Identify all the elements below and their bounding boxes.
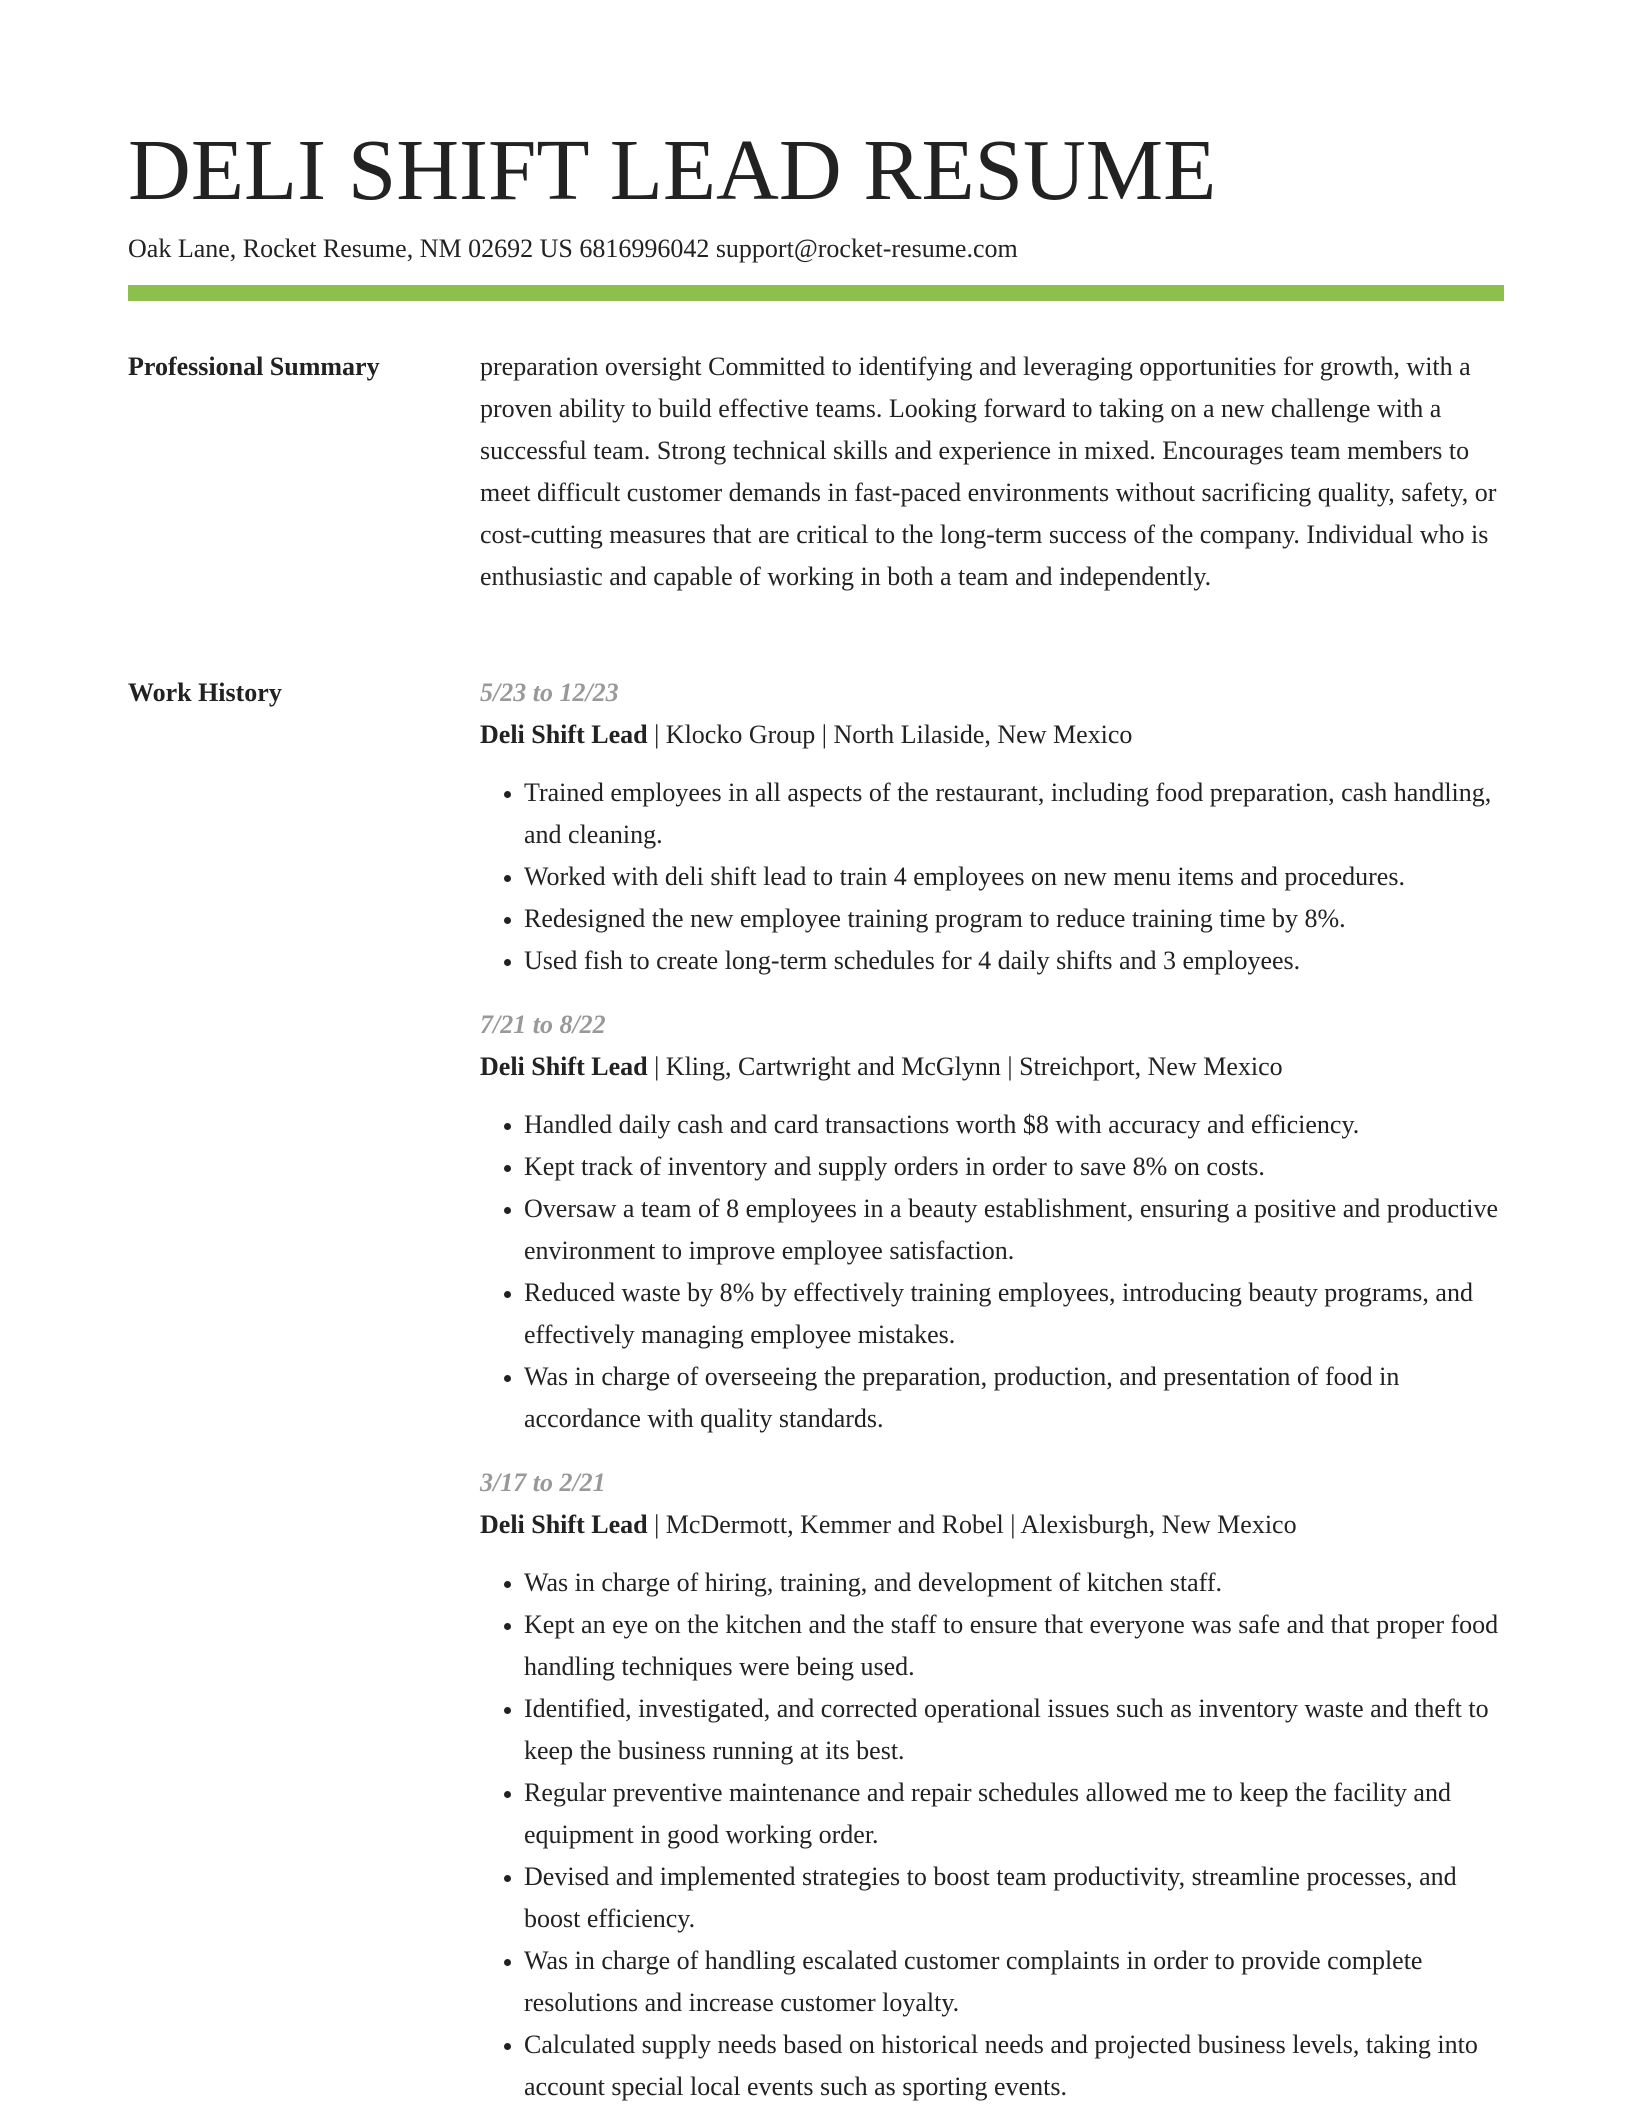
job-bullet-list [480,1104,1504,1440]
job-heading [480,714,1504,756]
job-heading [480,1504,1504,1546]
job-separator: | [1000,1052,1020,1081]
job-bullet: • Handled daily cash and card transactions worth $8 with accuracy and efficiency. [524,1104,1504,1146]
job-location: North Lilaside, New Mexico [833,720,1133,749]
job-entry [480,1462,1504,2108]
job-title: Deli Shift Lead [480,720,648,749]
job-bullet: • Was in charge of handling escalated customer complaints in order to provide complete resolutions and increase customer loyalty. [524,1940,1504,2024]
job-bullet: • Calculated supply needs based on historical needs and projected business levels, taking into account special local events such as sporting events. [524,2024,1504,2108]
job-company: Klocko Group [665,720,816,749]
job-bullet: • Reduced waste by 8% by effectively training employees, introducing beauty programs, and effectively managing employee mistakes. [524,1272,1504,1356]
job-entry [480,672,1504,982]
job-separator: | [1003,1510,1021,1539]
job-separator: | [647,1510,666,1539]
job-separator: | [647,720,666,749]
job-dates: 5/23 to 12/23 [480,678,619,707]
professional-summary-label: Professional Summary [128,352,380,381]
job-title: Deli Shift Lead [480,1510,648,1539]
job-bullet: • Identified, investigated, and corrected operational issues such as inventory waste and theft to keep the business running at its best. [524,1688,1504,1772]
job-bullet: • Trained employees in all aspects of the restaurant, including food preparation, cash handling, and cleaning. [524,772,1504,856]
document-title: DELI SHIFT LEAD RESUME [128,121,1217,218]
job-bullet: • Used fish to create long-term schedules for 4 daily shifts and 3 employees. [524,940,1504,982]
job-separator: | [647,1052,666,1081]
job-bullet: • Kept an eye on the kitchen and the staff to ensure that everyone was safe and that proper food handling techniques were being used. [524,1604,1504,1688]
job-entry [480,1004,1504,1440]
job-bullet-list [480,772,1504,982]
job-company: McDermott, Kemmer and Robel [665,1510,1004,1539]
resume-header [128,118,1504,266]
job-company: Kling, Cartwright and McGlynn [665,1052,1001,1081]
job-location: Alexisburgh, New Mexico [1020,1510,1297,1539]
job-bullet: • Worked with deli shift lead to train 4 employees on new menu items and procedures. [524,856,1504,898]
job-bullet: • Devised and implemented strategies to boost team productivity, streamline processes, and boost efficiency. [524,1856,1504,1940]
job-dates: 7/21 to 8/22 [480,1010,606,1039]
job-bullet: • Was in charge of overseeing the preparation, production, and presentation of food in accordance with quality standards. [524,1356,1504,1440]
job-bullet: • Kept track of inventory and supply orders in order to save 8% on costs. [524,1146,1504,1188]
job-separator: | [815,720,834,749]
work-history-body [480,672,1504,2112]
contact-line: Oak Lane, Rocket Resume, NM 02692 US 6816996042 support@rocket-resume.com [128,234,1018,263]
professional-summary-body [480,346,1504,598]
work-history-label: Work History [128,678,282,707]
accent-divider [128,285,1504,301]
job-bullet: • Redesigned the new employee training program to reduce training time by 8%. [524,898,1504,940]
work-history-section [128,672,1504,2112]
job-dates: 3/17 to 2/21 [480,1468,606,1497]
job-heading [480,1046,1504,1088]
job-bullet: • Regular preventive maintenance and repair schedules allowed me to keep the facility and equipment in good working order. [524,1772,1504,1856]
job-bullet: • Was in charge of hiring, training, and development of kitchen staff. [524,1562,1504,1604]
professional-summary-text: preparation oversight Committed to identifying and leveraging opportunities for growth, with a proven ability to build effective teams. Looking forward to taking on a new challenge with a successful team. Strong technical skills and experience in mixed. Encourages team members to meet difficult customer demands in fast-paced environments without sacrificing quality, safety, or cost-cutting measures that are critical to the long-term success of the company. Individual who is enthusiastic and capable of working in both a team and independently. [480,352,1497,591]
job-bullet: • Oversaw a team of 8 employees in a beauty establishment, ensuring a positive and productive environment to improve employee satisfaction. [524,1188,1504,1272]
job-bullet-list [480,1562,1504,2108]
job-title: Deli Shift Lead [480,1052,648,1081]
job-location: Streichport, New Mexico [1019,1052,1283,1081]
professional-summary-section [128,346,1504,646]
